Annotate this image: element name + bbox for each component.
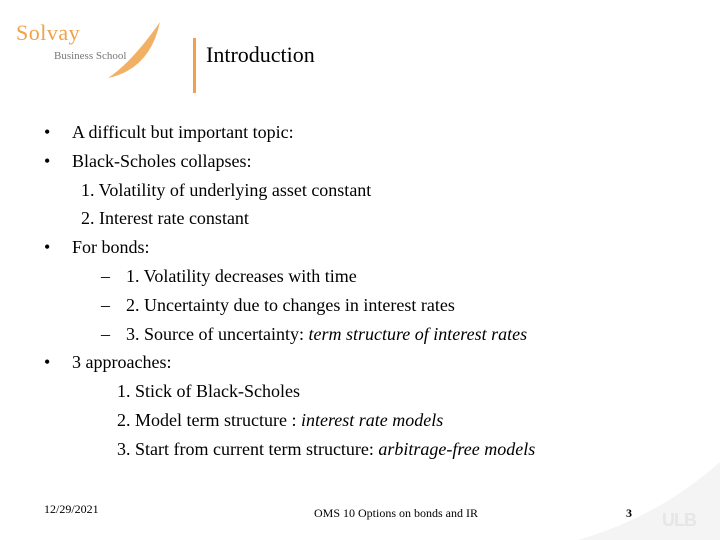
dash-item-text: 2. Uncertainty due to changes in interest rates (126, 294, 455, 315)
dash-item (44, 320, 684, 349)
sub-item (44, 204, 684, 233)
sub-item (44, 406, 684, 435)
sub-item (44, 176, 684, 205)
bullet-item (44, 233, 684, 262)
bullet-text: For bonds: (72, 237, 150, 258)
bullet-item (44, 118, 684, 147)
sub-item-emphasis: arbitrage-free models (378, 438, 536, 459)
dash-icon: – (101, 294, 110, 315)
sub-item-text: 2. Model term structure : (117, 409, 301, 430)
bullet-text: Black-Scholes collapses: (72, 150, 252, 171)
logo-subtitle: Business School (54, 50, 127, 62)
bullet-text: 3 approaches: (72, 352, 172, 373)
solvay-logo (10, 14, 180, 84)
bullet-item (44, 348, 684, 377)
sub-item (44, 377, 684, 406)
sub-item-text: 1. Stick of Black-Scholes (117, 381, 300, 402)
page-number: 3 (626, 506, 632, 520)
bullet-icon: • (44, 122, 51, 142)
dash-icon: – (101, 323, 110, 344)
dash-item-text: 1. Volatility decreases with time (126, 265, 357, 286)
logo-brand: Solvay (16, 20, 81, 45)
bullet-icon: • (44, 352, 51, 373)
bullet-icon: • (44, 237, 51, 258)
corner-decoration-icon (578, 462, 720, 540)
dash-item (44, 291, 684, 320)
dash-icon: – (101, 265, 110, 286)
sub-item-text: 3. Start from current term structure: (117, 438, 379, 459)
dash-item-text: 3. Source of uncertainty: (126, 323, 309, 344)
bullet-text: A difficult but important topic: (72, 122, 294, 142)
bullet-icon: • (44, 150, 51, 171)
sub-item (44, 435, 684, 464)
bullet-item (44, 147, 684, 176)
sub-item-text: 2. Interest rate constant (81, 208, 249, 229)
footer-title: OMS 10 Options on bonds and IR (314, 506, 479, 520)
title-accent-bar (193, 38, 196, 93)
dash-item-emphasis: term structure of interest rates (308, 323, 528, 344)
sub-item-emphasis: interest rate models (300, 409, 444, 430)
footer-date: 12/29/2021 (44, 502, 99, 516)
slide-content (44, 118, 684, 464)
sub-item-text: 1. Volatility of underlying asset constant (81, 179, 372, 200)
slide-title: Introduction (206, 42, 315, 67)
ulb-logo-icon: ULB (662, 510, 696, 530)
dash-item (44, 262, 684, 291)
